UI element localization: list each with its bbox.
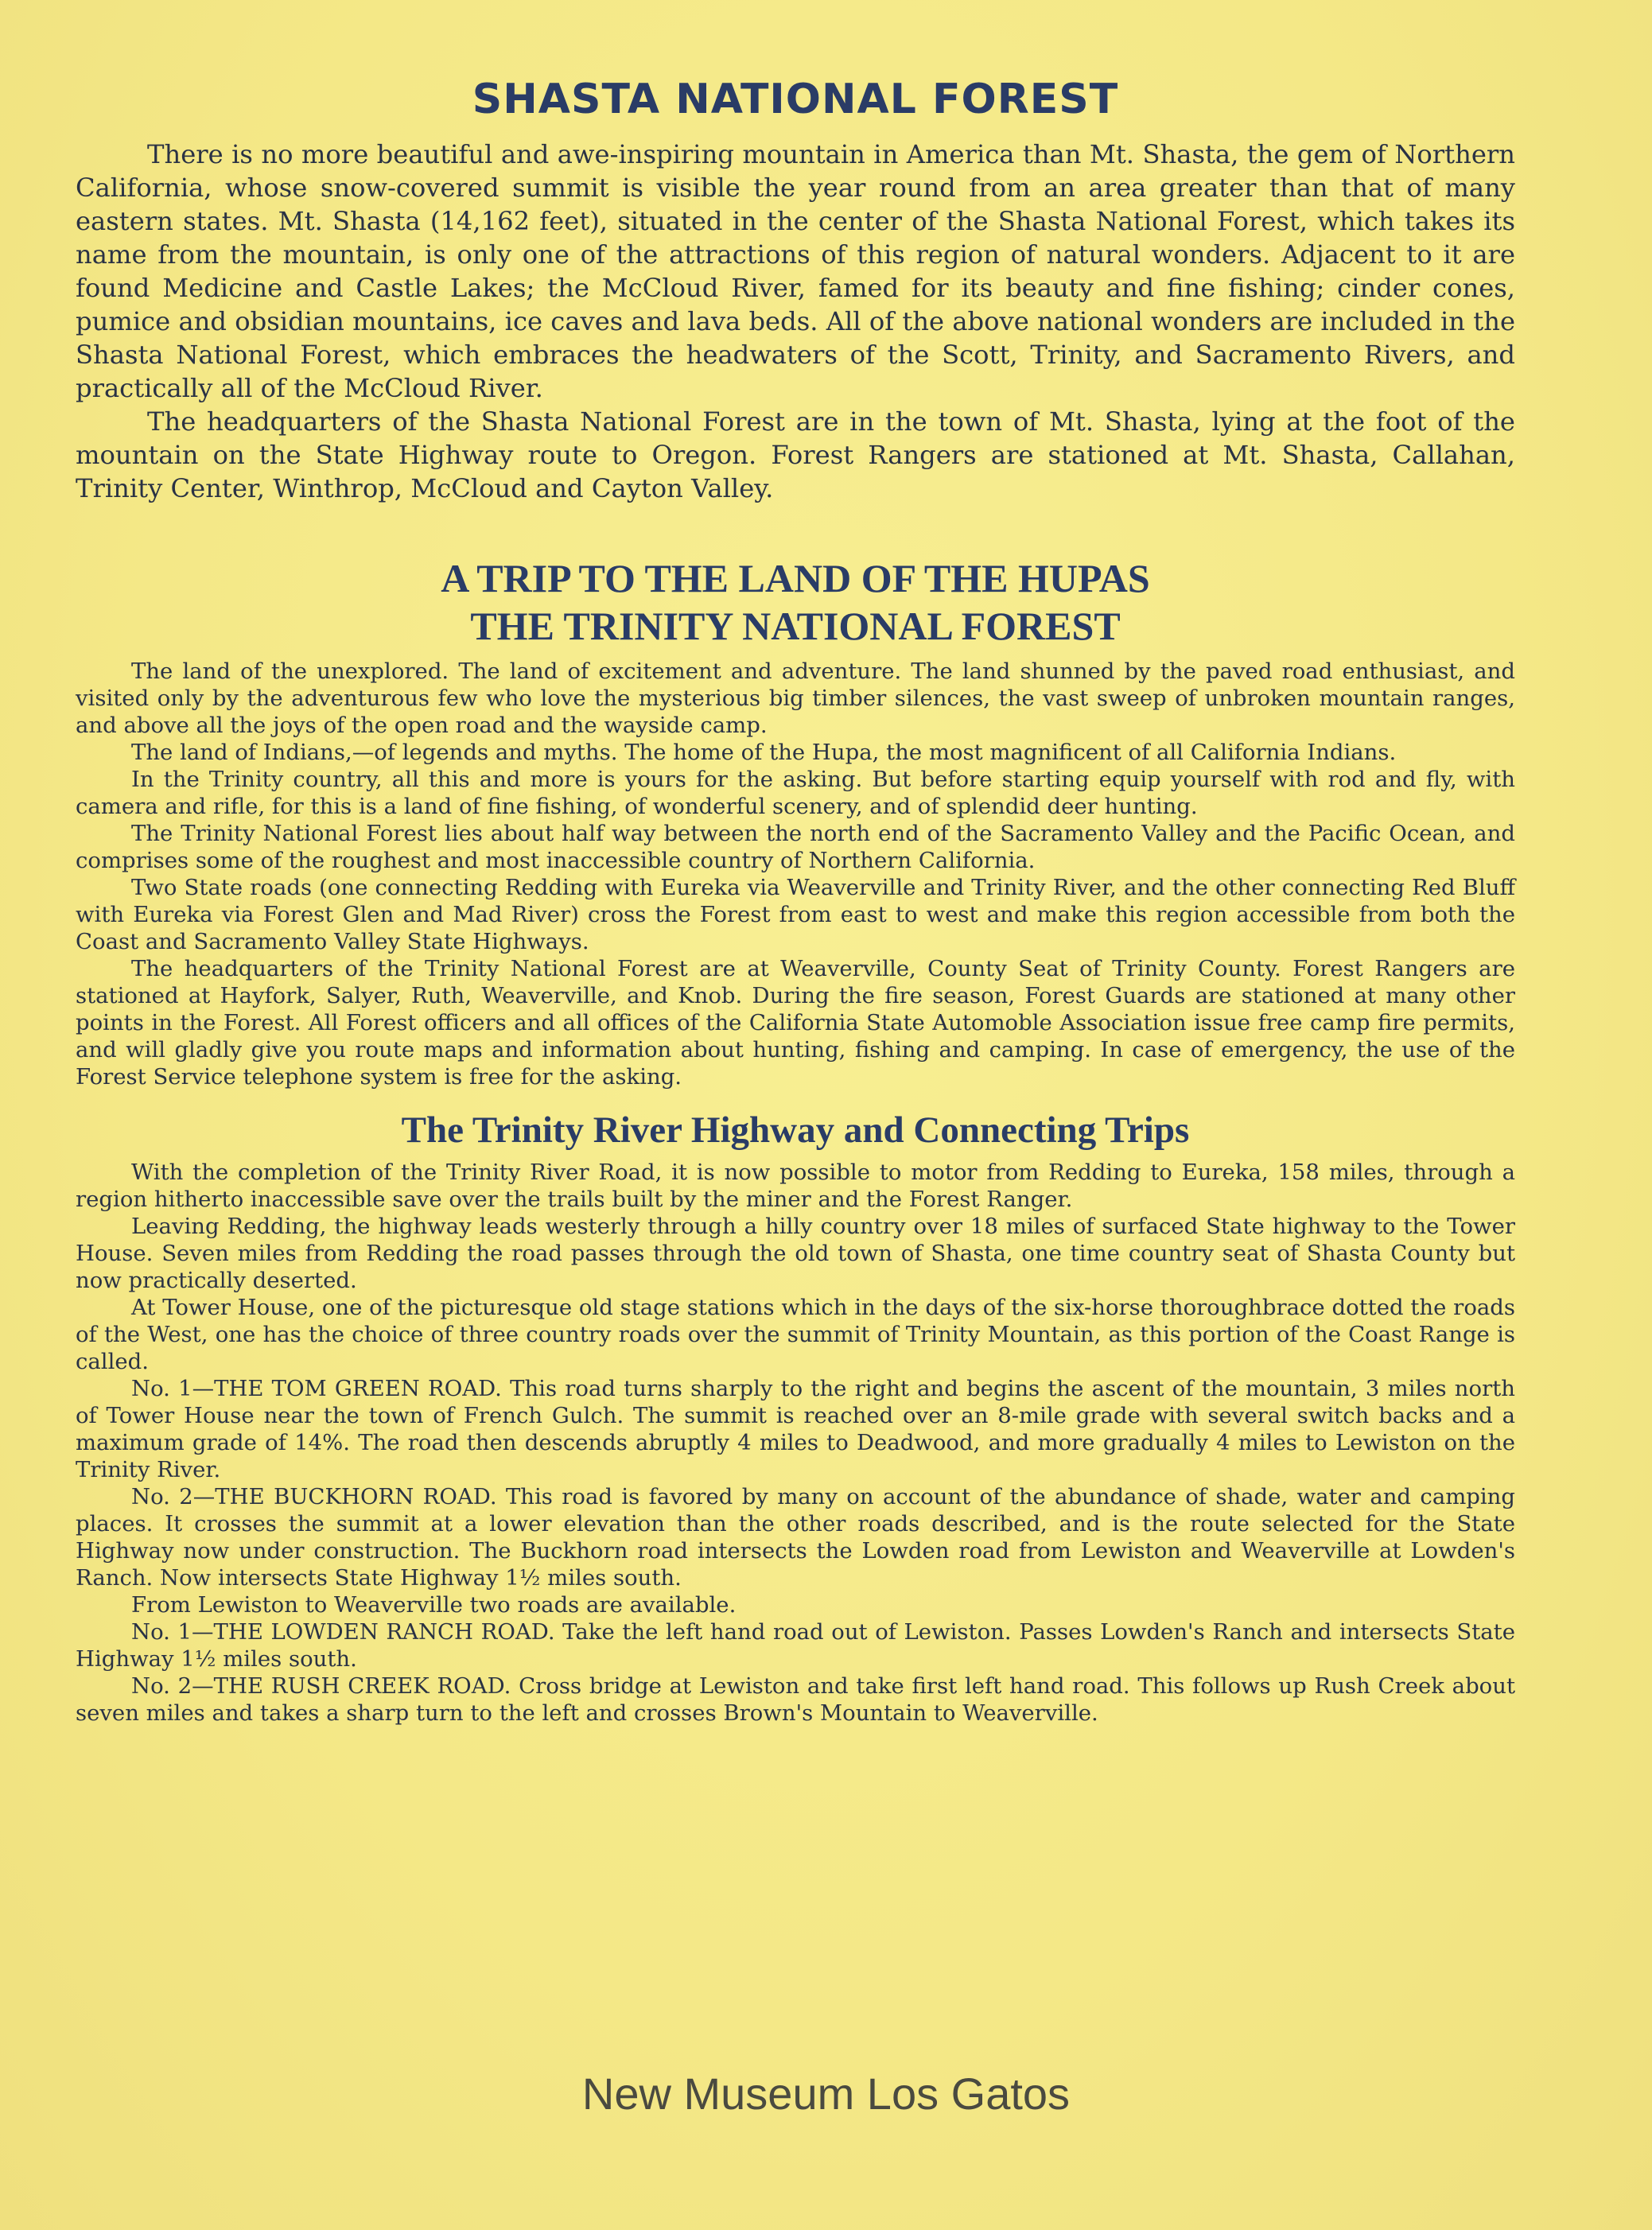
- trinity-body: [76, 658, 1515, 1090]
- shasta-section: [76, 76, 1515, 505]
- trinity-paragraph: The land of Indians,—of legends and myths. The home of the Hupa, the most magnificent of all California Indians.: [131, 740, 1397, 765]
- highway-title: The Trinity River Highway and Connecting Trips: [401, 1109, 1190, 1151]
- highway-paragraph: No. 1—THE LOWDEN RANCH ROAD. Take the left hand road out of Lewiston. Passes Lowden's Ranch and intersects State Highway 1½ miles south.: [76, 1619, 1515, 1672]
- shasta-paragraph: The headquarters of the Shasta National Forest are in the town of Mt. Shasta, lying at the foot of the mountain on the State Highway route to Oregon. Forest Rangers are stationed at Mt. Shasta, Callahan, Trinity Center, Winthrop, McCloud and Cayton Valley.: [76, 406, 1515, 503]
- highway-paragraph: At Tower House, one of the picturesque old stage stations which in the days of the six-horse thoroughbrace dotted the roads of the West, one has the choice of three country roads over the summit of Trinity Mountain, as this portion of the Coast Range is called.: [76, 1295, 1515, 1374]
- document-page: [76, 76, 1515, 1727]
- trinity-paragraph: The land of the unexplored. The land of excitement and adventure. The land shunned by the paved road enthusiast, and visited only by the adventurous few who love the mysterious big timber silences, the vast sweep of unbroken mountain ranges, and above all the joys of the open road and the wayside camp.: [76, 659, 1515, 738]
- highway-paragraph: Leaving Redding, the highway leads westerly through a hilly country over 18 miles of surfaced State highway to the Tower House. Seven miles from Redding the road passes through the old town of Shasta, one time country seat of Shasta County but now practically deserted.: [76, 1214, 1515, 1293]
- highway-paragraph: No. 2—THE RUSH CREEK ROAD. Cross bridge at Lewiston and take first left hand road. This follows up Rush Creek about seven miles and takes a sharp turn to the left and crosses Brown's Mountain to Weaverville.: [76, 1673, 1515, 1726]
- museum-watermark: New Museum Los Gatos: [581, 2069, 1071, 2119]
- trinity-paragraph: The Trinity National Forest lies about half way between the north end of the Sacramento Valley and the Pacific Ocean, and comprises some of the roughest and most inaccessible country of Northern California.: [76, 821, 1515, 873]
- trinity-paragraph: The headquarters of the Trinity National Forest are at Weaverville, County Seat of Trinity County. Forest Rangers are stationed at Hayfork, Salyer, Ruth, Weaverville, and Knob. During the fire season, Forest Guards are stationed at many other points in the Forest. All Forest officers and all offices of the California State Automoble Association issue free camp fire permits, and will gladly give you route maps and information about hunting, fishing and camping. In case of emergency, the use of the Forest Service telephone system is free for the asking.: [76, 956, 1515, 1090]
- trinity-paragraph: Two State roads (one connecting Redding with Eureka via Weaverville and Trinity River, and the other connecting Red Bluff with Eureka via Forest Glen and Mad River) cross the Forest from east to west and make this region accessible from both the Coast and Sacramento Valley State Highways.: [76, 875, 1515, 954]
- shasta-title: SHASTA NATIONAL FOREST: [472, 76, 1119, 123]
- highway-paragraph: No. 2—THE BUCKHORN ROAD. This road is favored by many on account of the abundance of shade, water and camping places. It crosses the summit at a lower elevation than the other roads described, and is the route selected for the State Highway now under construction. The Buckhorn road intersects the Lowden road from Lewiston and Weaverville at Lowden's Ranch. Now intersects State Highway 1½ miles south.: [76, 1484, 1515, 1591]
- highway-section: [76, 1108, 1515, 1727]
- highway-paragraph: With the completion of the Trinity River Road, it is now possible to motor from Redding to Eureka, 158 miles, through a region hitherto inaccessible save over the trails built by the miner and the Forest Ranger.: [76, 1160, 1515, 1212]
- trinity-section: [76, 554, 1515, 1090]
- highway-paragraph: From Lewiston to Weaverville two roads are available.: [131, 1592, 737, 1618]
- hupas-title: A TRIP TO THE LAND OF THE HUPAS: [441, 556, 1150, 600]
- shasta-paragraph: There is no more beautiful and awe-inspiring mountain in America than Mt. Shasta, the gem of Northern California, whose snow-covered summit is visible the year round from an area greater than that of many eastern states. Mt. Shasta (14,162 feet), situated in the center of the Shasta National Forest, which takes its name from the mountain, is only one of the attractions of this region of natural wonders. Adjacent to it are found Medicine and Castle Lakes; the McCloud River, famed for its beauty and fine fishing; cinder cones, pumice and obsidian mountains, ice caves and lava beds. All of the above national wonders are included in the Shasta National Forest, which embraces the headwaters of the Scott, Trinity, and Sacramento Rivers, and practically all of the McCloud River.: [76, 139, 1515, 403]
- trinity-forest-title: THE TRINITY NATIONAL FOREST: [470, 604, 1121, 648]
- highway-paragraph: No. 1—THE TOM GREEN ROAD. This road turns sharply to the right and begins the ascent of the mountain, 3 miles north of Tower House near the town of French Gulch. The summit is reached over an 8-mile grade with several switch backs and a maximum grade of 14%. The road then descends abruptly 4 miles to Deadwood, and more gradually 4 miles to Lewiston on the Trinity River.: [76, 1376, 1515, 1482]
- trinity-paragraph: In the Trinity country, all this and more is yours for the asking. But before starting equip yourself with rod and fly, with camera and rifle, for this is a land of fine fishing, of wonderful scenery, and of splendid deer hunting.: [76, 767, 1515, 819]
